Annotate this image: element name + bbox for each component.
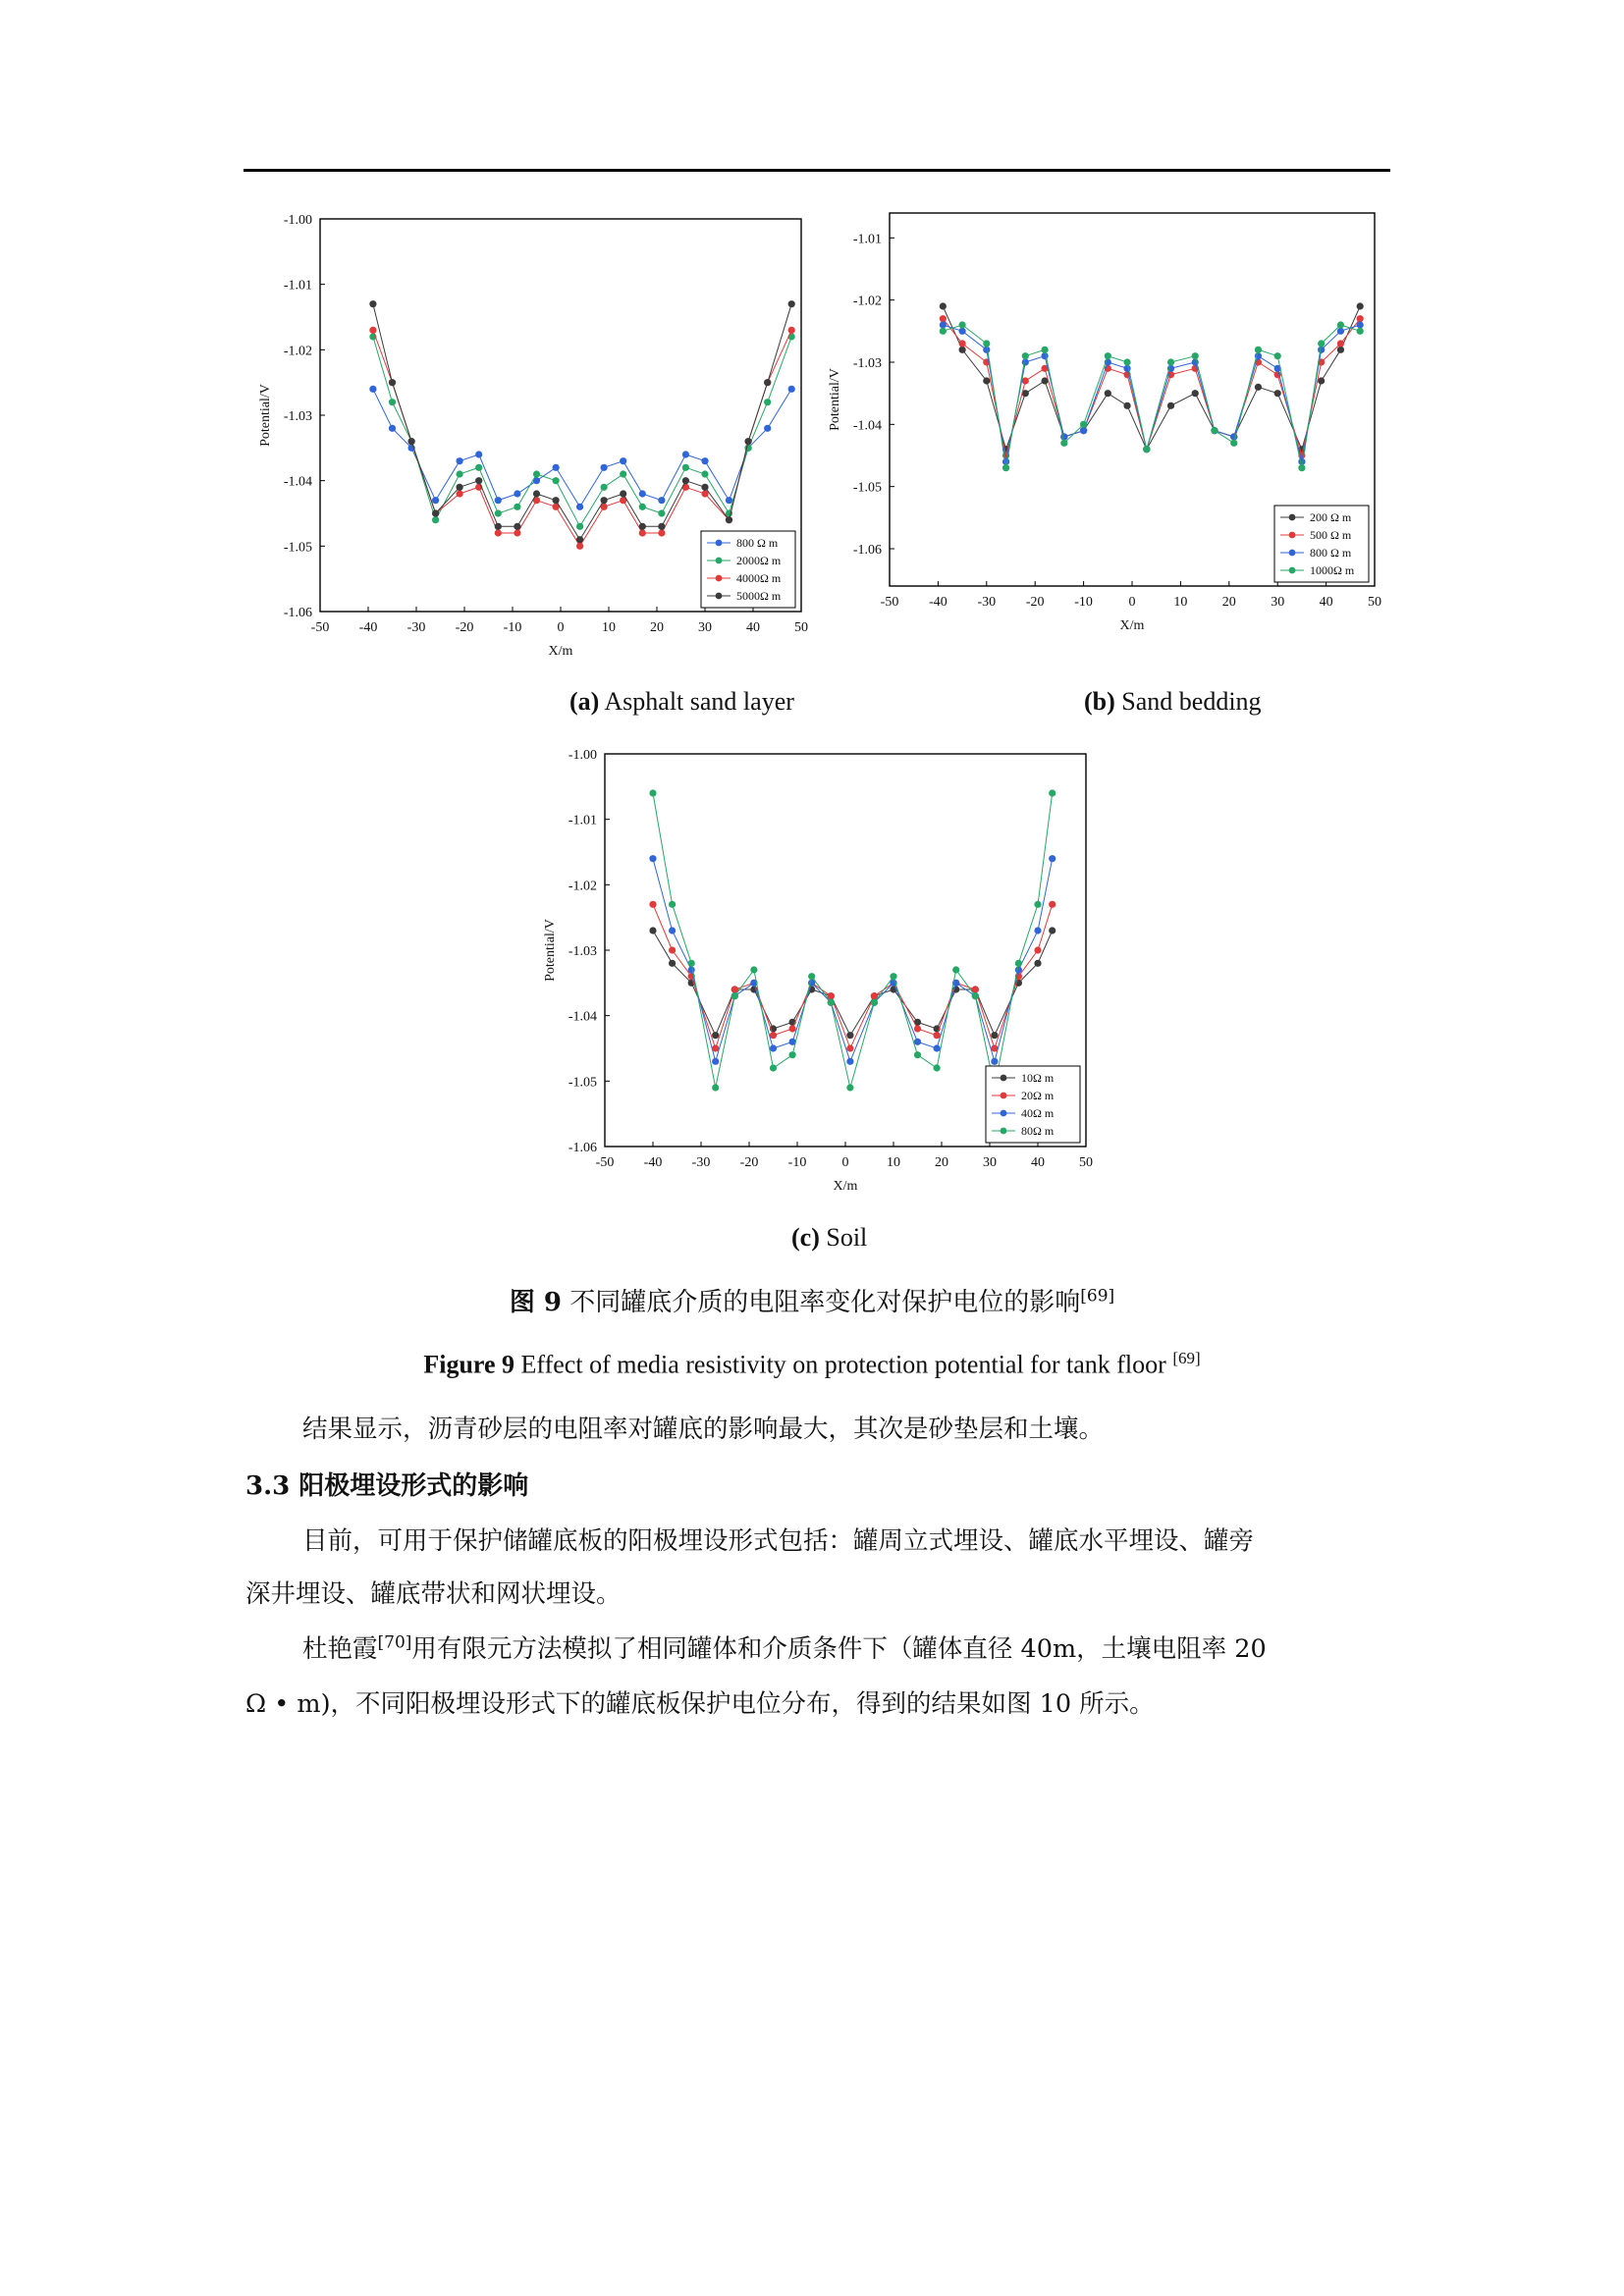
data-point (959, 347, 966, 353)
legend-entry: 5000Ω m (736, 589, 782, 603)
data-point (770, 1044, 777, 1051)
section-heading: 3.3 阳极埋设形式的影响 (245, 1471, 529, 1501)
legend-swatch-marker (1001, 1075, 1007, 1082)
x-tick-label: -20 (1025, 595, 1045, 610)
data-point (658, 497, 665, 504)
y-tick-label: -1.06 (568, 1141, 597, 1155)
data-point (576, 523, 583, 530)
data-point (1192, 352, 1199, 359)
data-point (770, 1032, 777, 1039)
data-point (601, 497, 608, 504)
legend-entry: 1000Ω m (1310, 563, 1355, 577)
caption-b: (b) Sand bedding (1084, 687, 1262, 716)
y-tick-label: -1.02 (283, 344, 312, 359)
data-point (959, 340, 966, 347)
x-tick-label: -50 (310, 620, 330, 635)
data-point (682, 464, 689, 471)
data-point (514, 529, 520, 536)
data-point (914, 1051, 921, 1058)
legend-swatch-marker (1289, 550, 1296, 557)
data-point (553, 477, 560, 484)
data-point (457, 484, 463, 491)
x-tick-label: 40 (1319, 595, 1333, 610)
data-point (983, 340, 990, 347)
x-tick-label: 20 (650, 620, 664, 635)
y-tick-label: -1.01 (568, 813, 597, 828)
data-point (934, 1032, 941, 1039)
data-point (369, 386, 376, 393)
data-point (701, 457, 708, 464)
legend-entry: 800 Ω m (736, 536, 779, 550)
data-point (940, 328, 947, 335)
data-point (576, 536, 583, 543)
series-line (943, 319, 1360, 455)
x-axis-label: X/m (548, 644, 573, 659)
data-point (1022, 352, 1029, 359)
data-point (959, 321, 966, 328)
x-tick-label: -40 (358, 620, 378, 635)
data-point (408, 438, 415, 445)
data-point (620, 490, 626, 497)
data-point (1123, 365, 1130, 372)
y-axis-label: Potential/V (258, 384, 273, 447)
data-point (432, 516, 439, 523)
data-point (1080, 427, 1087, 434)
x-tick-label: -30 (691, 1155, 711, 1170)
x-axis-label: X/m (1119, 618, 1145, 633)
data-point (1060, 440, 1067, 447)
data-point (940, 315, 947, 322)
legend-entry: 2000Ω m (736, 554, 782, 567)
series-line (943, 306, 1360, 450)
x-tick-label: -20 (455, 620, 474, 635)
data-point (369, 300, 376, 307)
y-axis-label: Potential/V (543, 919, 558, 982)
data-point (934, 1044, 941, 1051)
data-point (701, 470, 708, 477)
x-tick-label: 10 (602, 620, 616, 635)
x-tick-label: -20 (739, 1155, 759, 1170)
x-tick-label: 30 (983, 1155, 997, 1170)
data-point (620, 457, 626, 464)
series-line (373, 389, 791, 507)
data-point (1022, 377, 1029, 384)
x-tick-label: 20 (935, 1155, 948, 1170)
data-point (1143, 446, 1150, 453)
data-point (475, 451, 482, 457)
x-tick-label: -50 (880, 595, 899, 610)
data-point (1337, 328, 1344, 335)
data-point (940, 321, 947, 328)
data-point (726, 516, 732, 523)
data-point (764, 379, 771, 386)
series-line (653, 931, 1053, 1036)
y-tick-label: -1.02 (852, 294, 882, 309)
x-tick-label: 0 (841, 1155, 849, 1170)
x-tick-label: -30 (977, 595, 997, 610)
data-point (457, 470, 463, 477)
chart-sand-bedding (817, 211, 1396, 663)
data-point (764, 399, 771, 405)
series-line (653, 904, 1053, 1048)
data-point (1318, 347, 1325, 353)
y-tick-label: -1.01 (283, 278, 312, 294)
data-point (846, 1044, 853, 1051)
data-point (770, 1064, 777, 1071)
data-point (658, 529, 665, 536)
y-tick-label: -1.05 (568, 1075, 597, 1091)
data-point (788, 327, 795, 334)
figure-caption-cn: 图 9 不同罐底介质的电阻率变化对保护电位的影响[69] (509, 1286, 1115, 1317)
y-tick-label: -1.03 (568, 944, 597, 959)
data-point (1357, 315, 1364, 322)
y-tick-label: -1.03 (852, 356, 882, 371)
data-point (1357, 321, 1364, 328)
data-point (457, 457, 463, 464)
data-point (952, 966, 959, 973)
data-point (1357, 328, 1364, 335)
data-point (432, 497, 439, 504)
x-tick-label: 50 (794, 620, 808, 635)
data-point (1274, 390, 1281, 397)
data-point (1034, 901, 1041, 908)
legend-entry: 40Ω m (1021, 1106, 1055, 1120)
data-point (1298, 458, 1305, 465)
data-point (649, 927, 656, 934)
figure-caption-en: Figure 9 Effect of media resistivity on protection potential for tank floor [69] (423, 1349, 1201, 1379)
data-point (1337, 347, 1344, 353)
x-tick-label: -30 (406, 620, 426, 635)
data-point (808, 973, 815, 980)
data-point (871, 999, 878, 1006)
data-point (669, 946, 676, 953)
data-point (1022, 358, 1029, 365)
x-axis-label: X/m (833, 1179, 858, 1194)
data-point (1049, 901, 1056, 908)
data-point (601, 484, 608, 491)
x-tick-label: 10 (887, 1155, 900, 1170)
data-point (726, 497, 732, 504)
data-point (553, 464, 560, 471)
data-point (669, 960, 676, 967)
paragraph-results: 结果显示，沥青砂层的电阻率对罐底的影响最大，其次是砂垫层和土壤。 (302, 1415, 1105, 1444)
data-point (788, 386, 795, 393)
data-point (1357, 302, 1364, 309)
legend-swatch-marker (1289, 532, 1296, 539)
data-point (495, 509, 502, 516)
data-point (1034, 960, 1041, 967)
data-point (750, 966, 757, 973)
data-point (788, 333, 795, 340)
data-point (658, 523, 665, 530)
data-point (639, 504, 646, 510)
data-point (1123, 358, 1130, 365)
data-point (731, 992, 738, 999)
legend-swatch-marker (1289, 514, 1296, 521)
data-point (576, 504, 583, 510)
data-point (601, 464, 608, 471)
data-point (1105, 390, 1111, 397)
data-point (934, 1064, 941, 1071)
x-tick-label: -50 (595, 1155, 615, 1170)
data-point (1211, 427, 1218, 434)
data-point (1337, 321, 1344, 328)
x-tick-label: 50 (1079, 1155, 1093, 1170)
y-tick-label: -1.04 (852, 418, 882, 434)
x-tick-label: 40 (1031, 1155, 1045, 1170)
data-point (475, 464, 482, 471)
data-point (959, 328, 966, 335)
data-point (1274, 352, 1281, 359)
y-tick-label: -1.01 (852, 232, 882, 247)
y-tick-label: -1.06 (852, 543, 882, 558)
data-point (789, 1051, 796, 1058)
data-point (658, 509, 665, 516)
x-tick-label: 10 (1173, 595, 1188, 610)
x-tick-label: 0 (1128, 595, 1136, 610)
data-point (432, 509, 439, 516)
data-point (1105, 352, 1111, 359)
y-tick-label: -1.00 (283, 213, 312, 228)
chart-soil (530, 746, 1110, 1198)
x-tick-label: -10 (787, 1155, 807, 1170)
legend-entry: 500 Ω m (1310, 528, 1352, 542)
x-tick-label: -10 (1074, 595, 1093, 610)
chart-asphalt-sand-layer (245, 211, 825, 663)
legend-entry: 200 Ω m (1310, 510, 1352, 524)
data-point (1002, 464, 1009, 471)
data-point (533, 470, 540, 477)
x-tick-label: -40 (643, 1155, 663, 1170)
data-point (639, 523, 646, 530)
data-point (533, 490, 540, 497)
legend-swatch-marker (716, 558, 723, 564)
data-point (1123, 402, 1130, 409)
data-point (1002, 458, 1009, 465)
data-point (495, 529, 502, 536)
x-tick-label: -10 (503, 620, 522, 635)
legend-swatch-marker (1289, 567, 1296, 574)
legend-entry: 10Ω m (1021, 1071, 1055, 1085)
caption-c: (c) Soil (791, 1223, 868, 1252)
data-point (688, 966, 695, 973)
data-point (789, 1025, 796, 1032)
x-tick-label: 50 (1368, 595, 1381, 610)
data-point (1167, 402, 1174, 409)
legend-swatch-marker (716, 540, 723, 547)
data-point (1041, 352, 1048, 359)
data-point (1167, 358, 1174, 365)
data-point (983, 347, 990, 353)
y-tick-label: -1.05 (283, 540, 312, 556)
data-point (1255, 347, 1262, 353)
data-point (669, 927, 676, 934)
data-point (701, 484, 708, 491)
data-point (972, 992, 979, 999)
data-point (389, 399, 396, 405)
data-point (1034, 927, 1041, 934)
x-tick-label: 30 (1271, 595, 1285, 610)
data-point (620, 470, 626, 477)
data-point (639, 490, 646, 497)
paragraph-anode-forms-1: 目前，可用于保护储罐底板的阳极埋设形式包括：罐周立式埋设、罐底水平埋设、罐旁 (302, 1526, 1255, 1556)
data-point (788, 300, 795, 307)
data-point (846, 1084, 853, 1091)
data-point (712, 1058, 719, 1065)
x-tick-label: -40 (929, 595, 947, 610)
paragraph-fem-1: 杜艳霞[70]用有限元方法模拟了相同罐体和介质条件下（罐体直径 40m，土壤电阻率 20 (302, 1632, 1267, 1664)
data-point (457, 490, 463, 497)
y-tick-label: -1.04 (283, 474, 312, 490)
data-point (649, 789, 656, 796)
data-point (846, 1058, 853, 1065)
data-point (1034, 946, 1041, 953)
data-point (514, 490, 520, 497)
y-tick-label: -1.02 (568, 879, 597, 894)
data-point (389, 379, 396, 386)
data-point (553, 497, 560, 504)
data-point (576, 543, 583, 550)
data-point (475, 477, 482, 484)
data-point (1318, 377, 1325, 384)
data-point (1015, 960, 1022, 967)
data-point (1230, 440, 1237, 447)
legend-entry: 4000Ω m (736, 571, 782, 585)
data-point (983, 377, 990, 384)
data-point (764, 425, 771, 432)
data-point (1049, 789, 1056, 796)
y-axis-label: Potential/V (828, 368, 842, 431)
y-tick-label: -1.03 (283, 409, 312, 424)
legend-swatch-marker (716, 593, 723, 600)
data-point (682, 451, 689, 457)
data-point (639, 529, 646, 536)
data-point (914, 1039, 921, 1045)
paragraph-fem-2: Ω • m)，不同阳极埋设形式下的罐底板保护电位分布，得到的结果如图 10 所示。 (245, 1689, 1155, 1719)
data-point (649, 855, 656, 862)
x-tick-label: 0 (557, 620, 565, 635)
data-point (1049, 855, 1056, 862)
data-point (745, 438, 752, 445)
legend-entry: 80Ω m (1021, 1124, 1055, 1138)
data-point (669, 901, 676, 908)
data-point (1041, 347, 1048, 353)
data-point (495, 523, 502, 530)
y-tick-label: -1.00 (568, 748, 597, 763)
data-point (369, 327, 376, 334)
data-point (1192, 390, 1199, 397)
data-point (688, 960, 695, 967)
data-point (649, 901, 656, 908)
header-rule (244, 169, 1390, 172)
data-point (1060, 433, 1067, 440)
data-point (1298, 464, 1305, 471)
data-point (514, 504, 520, 510)
legend-swatch-marker (1001, 1093, 1007, 1099)
x-tick-label: 20 (1221, 595, 1236, 610)
data-point (1255, 384, 1262, 391)
y-tick-label: -1.06 (283, 606, 312, 620)
legend-swatch-marker (716, 575, 723, 582)
data-point (828, 999, 835, 1006)
data-point (712, 1032, 719, 1039)
data-point (940, 302, 947, 309)
legend-swatch-marker (1001, 1128, 1007, 1135)
x-tick-label: 30 (698, 620, 712, 635)
data-point (389, 425, 396, 432)
data-point (682, 477, 689, 484)
data-point (1049, 927, 1056, 934)
data-point (991, 1032, 998, 1039)
y-tick-label: -1.05 (852, 480, 882, 496)
data-point (991, 1058, 998, 1065)
data-point (495, 497, 502, 504)
data-point (1318, 340, 1325, 347)
legend-entry: 20Ω m (1021, 1089, 1055, 1102)
data-point (1080, 421, 1087, 428)
x-tick-label: 40 (746, 620, 760, 635)
data-point (514, 523, 520, 530)
paragraph-anode-forms-2: 深井埋设、罐底带状和网状埋设。 (245, 1579, 622, 1609)
data-point (1015, 966, 1022, 973)
legend-swatch-marker (1001, 1110, 1007, 1117)
caption-a: (a) Asphalt sand layer (569, 687, 794, 716)
data-point (1337, 340, 1344, 347)
y-tick-label: -1.04 (568, 1009, 597, 1025)
data-point (846, 1032, 853, 1039)
legend-entry: 800 Ω m (1310, 546, 1352, 560)
data-point (890, 973, 896, 980)
data-point (712, 1084, 719, 1091)
data-point (914, 1025, 921, 1032)
